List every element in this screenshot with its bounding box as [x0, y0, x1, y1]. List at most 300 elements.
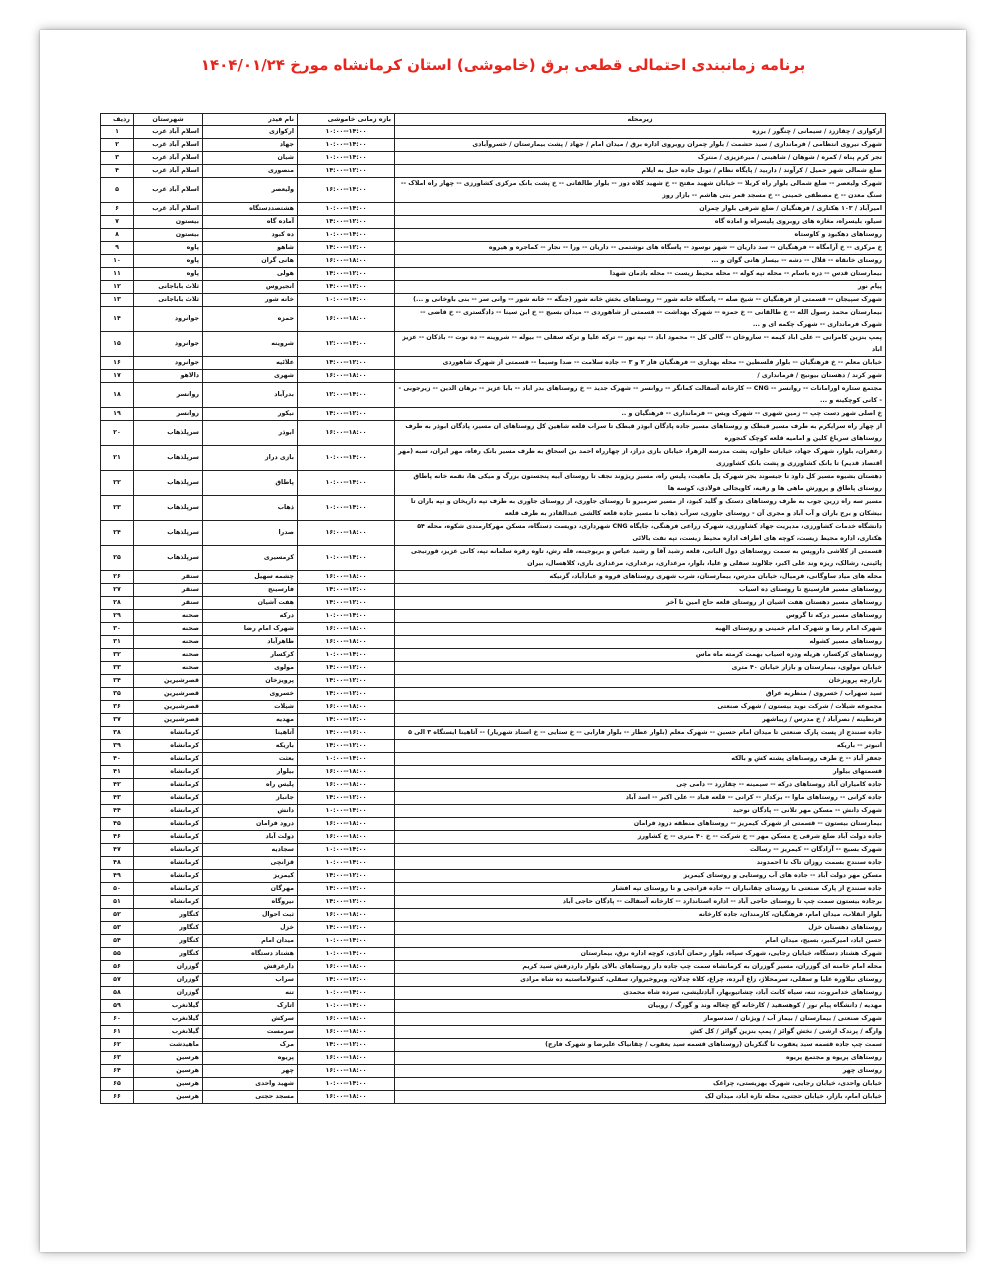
cell-time: ۱۰:۰۰--۱۴:۰۰	[298, 844, 395, 857]
cell-time: ۱۴:۰۰--۱۲:۰۰	[298, 281, 395, 294]
cell-city: قصرشیرین	[134, 701, 203, 714]
cell-time: ۱۰:۰۰--۱۴:۰۰	[298, 948, 395, 961]
cell-sub: خیابان امام، بازار، خیابان حجتی، محله تازه اباد، میدان لک	[395, 1091, 886, 1104]
cell-sub: روستاهای دهستان خزل	[395, 922, 886, 935]
cell-sub: جاده سنندج از پارک صنعتی تا روستای چقانباران -- جاده قزانچی و تا روستای تپه افشار	[395, 883, 886, 896]
table-row	[101, 178, 886, 203]
cell-sub: خیابان معلم -- خ فرهنگیان -- بلوار فلسطین -- محله بهداری -- فرهنگیان فاز ۲ و ۳ -- جاده سلامت -- صدا وسیما -- قسمتی از شهرک شاهوردی	[395, 357, 886, 370]
cell-city: سنقر	[134, 584, 203, 597]
cell-feeder: هفت آشیان	[203, 597, 298, 610]
cell-feeder: شهری	[203, 370, 298, 383]
cell-sub: شهرک امام رضا و شهرک امام خمینی و روستای الهیه	[395, 623, 886, 636]
cell-time: ۱۶:۰۰--۱۸:۰۰	[298, 307, 395, 332]
schedule-table	[100, 113, 886, 1104]
cell-city: سرپلذهاب	[134, 546, 203, 571]
cell-n: ۳۰	[101, 623, 134, 636]
cell-sub: امیرآباد / ۱۰۳ هکتاری / فرهنگیان / ضلع شرقی بلوار چمران	[395, 203, 886, 216]
cell-time: ۱۴:۰۰--۱۲:۰۰	[298, 883, 395, 896]
cell-city: اسلام آباد غرب	[134, 152, 203, 165]
cell-sub: وارگه / پرندک ارشی / نخش گوائز / پمپ بنزین گوائز / کل کش	[395, 1026, 886, 1039]
cell-time: ۱۶:۰۰--۱۸:۰۰	[298, 1013, 395, 1026]
cell-time: ۱۴:۰۰--۱۲:۰۰	[298, 922, 395, 935]
cell-feeder: شهرک امام رضا	[203, 623, 298, 636]
cell-feeder: درکه	[203, 610, 298, 623]
cell-time: ۱۴:۰۰--۱۶:۰۰	[298, 727, 395, 740]
cell-sub: مهدیه / دانشگاه پیام نور / کوهسفید / کارخانه گچ چغاله وند و گورگ / روبیان	[395, 1000, 886, 1013]
cell-feeder: مولوی	[203, 662, 298, 675]
cell-time: ۱۶:۰۰--۱۸:۰۰	[298, 1065, 395, 1078]
cell-city: کنگاور	[134, 935, 203, 948]
cell-sub: جاده سنندج از پست پارک صنعتی تا میدان امام حسین -- شهرک معلم (بلوار عطار -- بلوار فارابی -- خ ستایی -- خ استاد شهریار) -- آتاهینا ایستگاه ۳ الی ۵	[395, 727, 886, 740]
cell-feeder: شروینه	[203, 332, 298, 357]
cell-sub: روستاهای خدامروت، تنه، سیاه کانت آباد، چشاتیوبهار، آبادتلیشی، سرده شاه محمدی	[395, 987, 886, 1000]
cell-feeder: هولی	[203, 268, 298, 281]
cell-n: ۱۵	[101, 332, 134, 357]
table-row	[101, 408, 886, 421]
cell-sub: بلوار انقلاب، میدان امام، فرهنگیان، کارمندان، جاده کارخانه	[395, 909, 886, 922]
cell-time: ۱۰:۰۰--۱۴:۰۰	[298, 1078, 395, 1091]
table-row	[101, 753, 886, 766]
table-header-row	[101, 114, 886, 126]
table-row	[101, 1026, 886, 1039]
cell-city: گوزران	[134, 987, 203, 1000]
cell-time: ۱۰:۰۰--۱۴:۰۰	[298, 649, 395, 662]
cell-feeder: کرکسار	[203, 649, 298, 662]
cell-n: ۴۵	[101, 818, 134, 831]
cell-time: ۱۴:۰۰--۱۲:۰۰	[298, 597, 395, 610]
cell-city: پاوه	[134, 242, 203, 255]
cell-n: ۲۰	[101, 421, 134, 446]
cell-feeder: سجادیه	[203, 844, 298, 857]
cell-city: اسلام آباد غرب	[134, 178, 203, 203]
cell-city: صحنه	[134, 636, 203, 649]
table-row	[101, 165, 886, 178]
cell-feeder: خانه شور	[203, 294, 298, 307]
cell-feeder: جانباز	[203, 792, 298, 805]
cell-time: ۱۶:۰۰--۱۸:۰۰	[298, 1091, 395, 1104]
table-row	[101, 883, 886, 896]
cell-feeder: شیان	[203, 152, 298, 165]
cell-n: ۳۵	[101, 688, 134, 701]
cell-n: ۴۸	[101, 857, 134, 870]
cell-sub: شهرک هشتاد دستگاه، خیابان رجایی، شهرک سپاه، بلوار رحمان آبادی، کوچه اداره برق، بیمارستان	[395, 948, 886, 961]
cell-time: ۱۴:۰۰--۱۲:۰۰	[298, 675, 395, 688]
cell-feeder: شهید واحدی	[203, 1078, 298, 1091]
cell-feeder: نیروگاه	[203, 896, 298, 909]
cell-feeder: جهاد	[203, 139, 298, 152]
cell-sub: انبوتر -- باریکه	[395, 740, 886, 753]
cell-feeder: سرمست	[203, 1026, 298, 1039]
table-row	[101, 584, 886, 597]
cell-feeder: کیمریز	[203, 870, 298, 883]
cell-time: ۱۴:۰۰--۱۲:۰۰	[298, 714, 395, 727]
cell-city: قصرشیرین	[134, 688, 203, 701]
cell-time: ۱۶:۰۰--۱۸:۰۰	[298, 1052, 395, 1065]
cell-time: ۱۴:۰۰--۱۲:۰۰	[298, 740, 395, 753]
cell-n: ۷	[101, 216, 134, 229]
cell-sub: روستاهای مسیر کشوله	[395, 636, 886, 649]
table-row	[101, 818, 886, 831]
cell-city: صحنه	[134, 662, 203, 675]
cell-time: ۱۴:۰۰--۱۲:۰۰	[298, 216, 395, 229]
cell-city: اسلام آباد غرب	[134, 139, 203, 152]
cell-time: ۱۶:۰۰--۱۸:۰۰	[298, 909, 395, 922]
cell-n: ۳	[101, 152, 134, 165]
cell-n: ۴۲	[101, 779, 134, 792]
cell-city: هرسین	[134, 1065, 203, 1078]
cell-feeder: پرویزخان	[203, 675, 298, 688]
cell-sub: محله های میاد ساوگانی، فرمیال، خیابان مدرس، بیمارستان، شرب شهری روستاهای قروه و عبادآباد، گزنیکه	[395, 571, 886, 584]
cell-n: ۴۷	[101, 844, 134, 857]
cell-sub: مجموعه شیلات / شرکت نوید بیستون / شهرک صنعتی	[395, 701, 886, 714]
header-radif: ردیف	[101, 114, 134, 126]
cell-city: کرمانشاه	[134, 818, 203, 831]
cell-n: ۲	[101, 139, 134, 152]
cell-city: کرمانشاه	[134, 779, 203, 792]
cell-city: صحنه	[134, 623, 203, 636]
cell-feeder: پاطاق	[203, 471, 298, 496]
cell-city: کرمانشاه	[134, 883, 203, 896]
cell-sub: روستاهای مسیر درکه تا گروس	[395, 610, 886, 623]
cell-time: ۱۰:۰۰--۱۴:۰۰	[298, 935, 395, 948]
cell-feeder: تنه	[203, 987, 298, 1000]
cell-city: پاوه	[134, 255, 203, 268]
table-row	[101, 307, 886, 332]
cell-n: ۵۲	[101, 909, 134, 922]
cell-time: ۱۶:۰۰--۱۸:۰۰	[298, 766, 395, 779]
cell-feeder: کرمسیری	[203, 546, 298, 571]
cell-n: ۸	[101, 229, 134, 242]
cell-time: ۱۴:۰۰--۱۲:۰۰	[298, 1039, 395, 1052]
table-row	[101, 521, 886, 546]
cell-time: ۱۰:۰۰--۱۴:۰۰	[298, 496, 395, 521]
cell-time: ۱۴:۰۰--۱۲:۰۰	[298, 408, 395, 421]
cell-feeder: هشتاد دستگاه	[203, 948, 298, 961]
cell-city: جوانرود	[134, 307, 203, 332]
cell-n: ۴۴	[101, 805, 134, 818]
cell-sub: جاده دولت آباد ضلع شرقی خ مسکن مهر -- خ شرکت -- خ ۴۰ متری -- خ کشاورز	[395, 831, 886, 844]
cell-time: ۱۴:۰۰--۱۲:۰۰	[298, 974, 395, 987]
cell-city: هرسین	[134, 1091, 203, 1104]
cell-n: ۱۸	[101, 383, 134, 408]
cell-sub: سمت چپ جاده قسمه سید یعقوب تا گنکربان (روستاهای قسمه سید یعقوب / چقانیاک علیرضا و شهرک فارج)	[395, 1039, 886, 1052]
cell-n: ۴۳	[101, 792, 134, 805]
cell-city: گیلانغرب	[134, 1000, 203, 1013]
cell-sub: مسکن مهر دولت آباد -- جاده های آب روستایی و روستای کیمریز	[395, 870, 886, 883]
cell-sub: ضلع شمالی شهر حمیل / کرآوند / داربید / پایگاه نظام / تونل جاده حیل به ایلام	[395, 165, 886, 178]
cell-sub: روستاهای دهکبود و کاوستاه	[395, 229, 886, 242]
table-row	[101, 961, 886, 974]
cell-sub: روستای نیلاوره علیا و سفلی، سرمحلاژ، زاغ آبرده، چراغ، کلاه چدلان، ویروخیروار، سقلی، کنتولاماستیه ده شاه مرادی	[395, 974, 886, 987]
cell-n: ۴	[101, 165, 134, 178]
cell-feeder: فارسینج	[203, 584, 298, 597]
cell-n: ۶۵	[101, 1078, 134, 1091]
cell-n: ۶۶	[101, 1091, 134, 1104]
cell-feeder: قزانچی	[203, 857, 298, 870]
cell-feeder: مسجد حجتی	[203, 1091, 298, 1104]
cell-time: ۱۶:۰۰--۱۸:۰۰	[298, 1026, 395, 1039]
cell-feeder: هانی گران	[203, 255, 298, 268]
cell-n: ۱۱	[101, 268, 134, 281]
cell-n: ۱۰	[101, 255, 134, 268]
cell-sub: جعفر آباد -- خ طرف روستاهای پشته کش و بالکه	[395, 753, 886, 766]
cell-feeder: پلیس راه	[203, 779, 298, 792]
cell-city: اسلام آباد غرب	[134, 126, 203, 139]
cell-time: ۱۰:۰۰--۱۴:۰۰	[298, 471, 395, 496]
header-feeder: نام فیدر	[203, 114, 298, 126]
table-row	[101, 242, 886, 255]
table-row	[101, 471, 886, 496]
cell-n: ۲۳	[101, 496, 134, 521]
cell-feeder: آماده گاه	[203, 216, 298, 229]
cell-n: ۳۷	[101, 714, 134, 727]
cell-sub: جاده کامیاران آباد روستاهای درکه -- سیمینه -- چقازرد -- دامی چی	[395, 779, 886, 792]
cell-city: سرپلذهاب	[134, 471, 203, 496]
cell-city: گیلانغرب	[134, 1026, 203, 1039]
cell-feeder: ارکوازی	[203, 126, 298, 139]
cell-n: ۶	[101, 203, 134, 216]
cell-sub: روستاهای مسیر دهستان هفت اشیان از روستای قلعه حاج امین تا آخر	[395, 597, 886, 610]
cell-time: ۱۰:۰۰--۱۴:۰۰	[298, 753, 395, 766]
cell-city: کرمانشاه	[134, 766, 203, 779]
cell-feeder: آتاهینا	[203, 727, 298, 740]
cell-sub: روستاهای کرکسار، هریله ودره اسیاب بهمت کرمته ماه ماس	[395, 649, 886, 662]
cell-city: کرمانشاه	[134, 844, 203, 857]
table-row	[101, 1091, 886, 1104]
cell-sub: پمپ بنزین کامرانی -- علی اباد کیمه -- ساروخان -- گالی کل -- محمود اباد -- تپه نور -- ترکه علیا و ترکه سفلی -- بیوله -- شروینه -- ده نوت -- باذکان -- عزیز اباد	[395, 332, 886, 357]
cell-sub: دهستان بشیوه مسیر کل داود تا جیسوند بجز شهرک پل ماهیت، پلیس راه، مسیر ریژوند نجف تا روستای آبیه پنجستون بزرگ و میکی ها، نقمه خانه پاطاق روستای پاطاق و پرورش ماهی ها و رقیه، کاویجالی فولادی، کوسه ها	[395, 471, 886, 496]
table-row	[101, 1078, 886, 1091]
table-row	[101, 216, 886, 229]
header-time: بازه زمانی خاموشی	[298, 114, 395, 126]
cell-city: کرمانشاه	[134, 805, 203, 818]
cell-n: ۶۴	[101, 1065, 134, 1078]
cell-time: ۱۴:۰۰--۱۲:۰۰	[298, 268, 395, 281]
cell-time: ۱۰:۰۰--۱۴:۰۰	[298, 229, 395, 242]
cell-city: قصرشیرین	[134, 675, 203, 688]
table-row	[101, 446, 886, 471]
cell-n: ۴۶	[101, 831, 134, 844]
cell-feeder: خسروی	[203, 688, 298, 701]
cell-city: قصرشیرین	[134, 714, 203, 727]
cell-sub: روستاهای پریوه و مجتمع پریوه	[395, 1052, 886, 1065]
cell-feeder: شیلات	[203, 701, 298, 714]
cell-city: صحنه	[134, 610, 203, 623]
cell-time: ۱۴:۰۰--۱۲:۰۰	[298, 165, 395, 178]
table-row	[101, 496, 886, 521]
cell-time: ۱۰:۰۰--۱۴:۰۰	[298, 152, 395, 165]
table-row	[101, 662, 886, 675]
cell-city: اسلام آباد غرب	[134, 203, 203, 216]
cell-n: ۵۹	[101, 1000, 134, 1013]
cell-feeder: میدان امام	[203, 935, 298, 948]
table-row	[101, 126, 886, 139]
header-sub: زیرمحله	[395, 114, 886, 126]
cell-feeder: علائیه	[203, 357, 298, 370]
cell-feeder: خزل	[203, 922, 298, 935]
cell-sub: جاده کرانی -- روستاهای ماوا -- برکدار -- کرانی -- قلعه قباد -- علی اکبر -- اسد آباد	[395, 792, 886, 805]
cell-city: ثلاث باباجانی	[134, 294, 203, 307]
table-row	[101, 332, 886, 357]
cell-n: ۵۶	[101, 961, 134, 974]
cell-time: ۱۰:۰۰--۱۴:۰۰	[298, 446, 395, 471]
table-row	[101, 987, 886, 1000]
cell-time: ۱۰:۰۰--۱۴:۰۰	[298, 546, 395, 571]
cell-n: ۵۱	[101, 896, 134, 909]
cell-time: ۱۴:۰۰--۱۲:۰۰	[298, 584, 395, 597]
cell-sub: برجاده بیستون سمت چپ تا روستای حاجی آباد -- اداره استاندارد -- کارخانه آسفالت -- پادگان حاجی آباد	[395, 896, 886, 909]
cell-n: ۲۵	[101, 546, 134, 571]
cell-time: ۱۰:۰۰--۱۴:۰۰	[298, 857, 395, 870]
table-row	[101, 139, 886, 152]
cell-n: ۲۴	[101, 521, 134, 546]
cell-sub: سیلو، بلیسراه، مغازه های روبروی پلیسراه و اماده گاه	[395, 216, 886, 229]
cell-time: ۱۰:۰۰--۱۴:۰۰	[298, 139, 395, 152]
table-row	[101, 675, 886, 688]
table-row	[101, 870, 886, 883]
cell-feeder: مهدیه	[203, 714, 298, 727]
cell-sub: بازارچه پرویزخان	[395, 675, 886, 688]
table-row	[101, 831, 886, 844]
cell-sub: حسن اباد، امیرکبیر، بسیج، میدان امام	[395, 935, 886, 948]
table-row	[101, 792, 886, 805]
cell-city: گوزران	[134, 961, 203, 974]
table-row	[101, 294, 886, 307]
cell-feeder: صدرا	[203, 521, 298, 546]
cell-city: سرپلذهاب	[134, 421, 203, 446]
cell-n: ۴۰	[101, 753, 134, 766]
cell-n: ۶۲	[101, 1039, 134, 1052]
cell-n: ۴۱	[101, 766, 134, 779]
cell-time: ۱۴:۰۰--۱۲:۰۰	[298, 896, 395, 909]
cell-sub: قسمتی از کلاشی داروپس به سمت روستاهای دول البانی، قلعه رشید آقا و رشید عباس و بربوجینه، قله رش، تاوه رقره سلمانه تپه، کانی عزیز، قورتیجی پائینی، رشالک، ریزه وند علی اکبر، جلالوند سفلی و علیا، بلوار، مرغداری، برغداری، مرغداری باری، کلاهسال، بیران	[395, 546, 886, 571]
cell-n: ۵	[101, 178, 134, 203]
table-row	[101, 922, 886, 935]
cell-city: سنقر	[134, 571, 203, 584]
cell-sub: جاده سنندج بسمت روزان تاک تا احمدوند	[395, 857, 886, 870]
cell-feeder: شاهو	[203, 242, 298, 255]
table-row	[101, 623, 886, 636]
cell-sub: شهرک ولیعصر -- ضلع شمالی بلوار راه کربلا -- خیابان شهید مفتح -- خ شهید کلاه دوز -- بلوار طالقانی -- خ پشت بانک مرکزی کشاورزی -- چهار راه املاک -- سنگ معدن -- خ مصطفی خمینی -- خ مسجد قمر بنی هاشم -- بازار روز	[395, 178, 886, 203]
table-row	[101, 688, 886, 701]
table-row	[101, 948, 886, 961]
cell-sub: دانشگاه خدمات کشاورزی، مدیریت جهاد کشاورزی، شهرک زراعی فرهنگی، جایگاه CNG شهرداری، دویست دستگاه، مسکن مهرکارمندی شکوه، محله ۵۴ هکتاری، اداره محیط زیست، کوچه های اطراف اداره محیط زیست، تپه نفت بالائی	[395, 521, 886, 546]
cell-time: ۱۶:۰۰--۱۸:۰۰	[298, 818, 395, 831]
cell-sub: بیمارستان محمد رسول الله -- خ طالقانی -- خ حمزه -- شهرک بهداشت -- قسمتی از شاهوردی -- میدان بسیج -- خ ابن سینا -- دادگستری -- خ قاضی -- شهرک فرمانداری -- شهرک چکمه ای و ...	[395, 307, 886, 332]
cell-sub: از چهار راه سرایکرم به طرف مسیر قبطک و روستاهای مسیر جاده پادگان ابوذر قبطک تا سراب قلعه شاهین کل روستاهای ان مسیر، پادگان ابوذر به طرف روستاهای سرباغ کلین و امامیه قلعه کوچک کنجوره	[395, 421, 886, 446]
table-row	[101, 974, 886, 987]
cell-city: کنگاور	[134, 909, 203, 922]
cell-feeder: ثبت احوال	[203, 909, 298, 922]
table-row	[101, 357, 886, 370]
table-row	[101, 740, 886, 753]
cell-feeder: چشمه سهیل	[203, 571, 298, 584]
cell-city: کنگاور	[134, 922, 203, 935]
cell-n: ۱۹	[101, 408, 134, 421]
cell-n: ۲۸	[101, 597, 134, 610]
cell-city: اسلام آباد غرب	[134, 165, 203, 178]
cell-n: ۶۱	[101, 1026, 134, 1039]
cell-sub: مجتمع ستاره اورامانات -- روانسر -- CNG -- کارخانه آسفالت کمانگر -- روانسر -- شهرک جدید -- خ روستاهای بدر اباد -- بابا عزیز -- برهان الدین -- زیرجوبی -- کانی کوچکینه و ...	[395, 383, 886, 408]
cell-sub: سید سهراب / خسروی / منظریه عراق	[395, 688, 886, 701]
page-title: برنامه زمانبندی احتمالی قطعی برق (خاموشی) استان کرمانشاه مورخ ۱۴۰۴/۰۱/۲۴	[200, 56, 806, 74]
table-row	[101, 701, 886, 714]
cell-sub: محله امام خامنه ای گوزران، مسیر گوزران به کرمانشاه سمت چپ جاده دار روستاهای بالای بلوار داردرقش سید کریم	[395, 961, 886, 974]
cell-city: جوانرود	[134, 357, 203, 370]
cell-city: سرپلذهاب	[134, 496, 203, 521]
cell-time: ۱۰:۰۰--۱۴:۰۰	[298, 294, 395, 307]
cell-n: ۳۲	[101, 649, 134, 662]
cell-n: ۵۷	[101, 974, 134, 987]
cell-sub: شهرک صنعتی / بیمارستان / بیماز آب / ویژنان / سدسوماز	[395, 1013, 886, 1026]
cell-n: ۶۳	[101, 1052, 134, 1065]
cell-n: ۲۶	[101, 571, 134, 584]
cell-city: کرمانشاه	[134, 870, 203, 883]
table-row	[101, 1000, 886, 1013]
table-row	[101, 649, 886, 662]
cell-sub: قرنطینه / نصرآباد / خ مدرس / زیباشهر	[395, 714, 886, 727]
cell-feeder: نیکور	[203, 408, 298, 421]
table-row	[101, 229, 886, 242]
cell-sub: مسیر سه راه زرین جوب به طرف روستاهای دستک و گلید کبود، از مسیر سرمیرو تا روستای جاوری، از روستای جاوری به طرف تپه داریخان و تپه باران تا بیشکان و برج باران و آب آباد و مجری آن - روستای جاوری، سرآب ذهاب تا مسیر جاده قلعه کالشی عبدالقادر به طرف قلعه	[395, 496, 886, 521]
cell-sub: شهرک بسیج -- آزادگان -- کیمریز -- رسالت	[395, 844, 886, 857]
cell-city: کرمانشاه	[134, 831, 203, 844]
cell-sub: شهر کرند / دهستان بیونیج / فرمانداری /	[395, 370, 886, 383]
cell-city: ماهیدشت	[134, 1039, 203, 1052]
cell-sub: روستای خانقاه -- قلال -- دشه -- بیساز هانی گوان و ...	[395, 255, 886, 268]
cell-sub: پیام نور	[395, 281, 886, 294]
cell-feeder: سرکش	[203, 1013, 298, 1026]
cell-sub: زعفران، بلوار، شهرک جهاد، خیابان حلوان، پشت مدرسه الزهرا، خیابان بازی دراز، از چهارراه احمد بن اسحاق به طرف مسیر بانک رفاه، مهر ایران، سبه (مهر اقتصاد قدیم) تا بانک کشاورزی و پشت بانک کشاورزی	[395, 446, 886, 471]
cell-feeder: بازی دراز	[203, 446, 298, 471]
cell-time: ۱۴:۰۰--۱۲:۰۰	[298, 792, 395, 805]
table-row	[101, 597, 886, 610]
cell-city: بیستون	[134, 216, 203, 229]
table-row	[101, 571, 886, 584]
cell-n: ۲۷	[101, 584, 134, 597]
cell-n: ۳۶	[101, 701, 134, 714]
cell-time: ۱۴:۰۰--۱۲:۰۰	[298, 357, 395, 370]
table-row	[101, 935, 886, 948]
cell-sub: روستاهای مسیر فارسینج تا روستای ده اسیاب	[395, 584, 886, 597]
cell-time: ۱۶:۰۰--۱۸:۰۰	[298, 701, 395, 714]
cell-time: ۱۴:۰۰--۱۲:۰۰	[298, 688, 395, 701]
cell-city: کنگاور	[134, 948, 203, 961]
cell-n: ۴۹	[101, 870, 134, 883]
table-row	[101, 610, 886, 623]
cell-city: سرپلذهاب	[134, 446, 203, 471]
cell-feeder: ابوذر	[203, 421, 298, 446]
cell-feeder: حمزه	[203, 307, 298, 332]
cell-time: ۱۰:۰۰--۱۴:۰۰	[298, 1000, 395, 1013]
cell-sub: بیمارستان قدس -- دره باسام -- محله تپه کوله -- محله محیط زیست -- محله بادمان شهدا	[395, 268, 886, 281]
cell-feeder: منصوری	[203, 165, 298, 178]
cell-time: ۱۰:۰۰--۱۴:۰۰	[298, 126, 395, 139]
cell-city: کرمانشاه	[134, 792, 203, 805]
cell-sub: شهرک دانش -- مسکن مهر تلانی -- پادگان نوحید	[395, 805, 886, 818]
table-row	[101, 844, 886, 857]
cell-sub: شهرک سپیجان -- قسمتی از فرهنگیان -- شیخ صله -- پاسگاه خانه شور -- روستاهای بخش خانه شور (جنگه -- خانه شور -- وانی سر -- بنی باوخانی و ...)	[395, 294, 886, 307]
table-row	[101, 805, 886, 818]
cell-time: ۱۴:۰۰--۱۲:۰۰	[298, 662, 395, 675]
table-row	[101, 546, 886, 571]
cell-sub: شهرک نیروی انتظامی / فرمانداری / سید حشمت / بلوار چمران روبروی اداره برق / میدان امام / جهاد / پشت بیمارستان / خسروآبادی	[395, 139, 886, 152]
cell-time: ۱۴:۰۰--۱۲:۰۰	[298, 870, 395, 883]
table-row	[101, 636, 886, 649]
cell-time: ۱۶:۰۰--۱۸:۰۰	[298, 521, 395, 546]
cell-feeder: مرک	[203, 1039, 298, 1052]
cell-city: پاوه	[134, 268, 203, 281]
